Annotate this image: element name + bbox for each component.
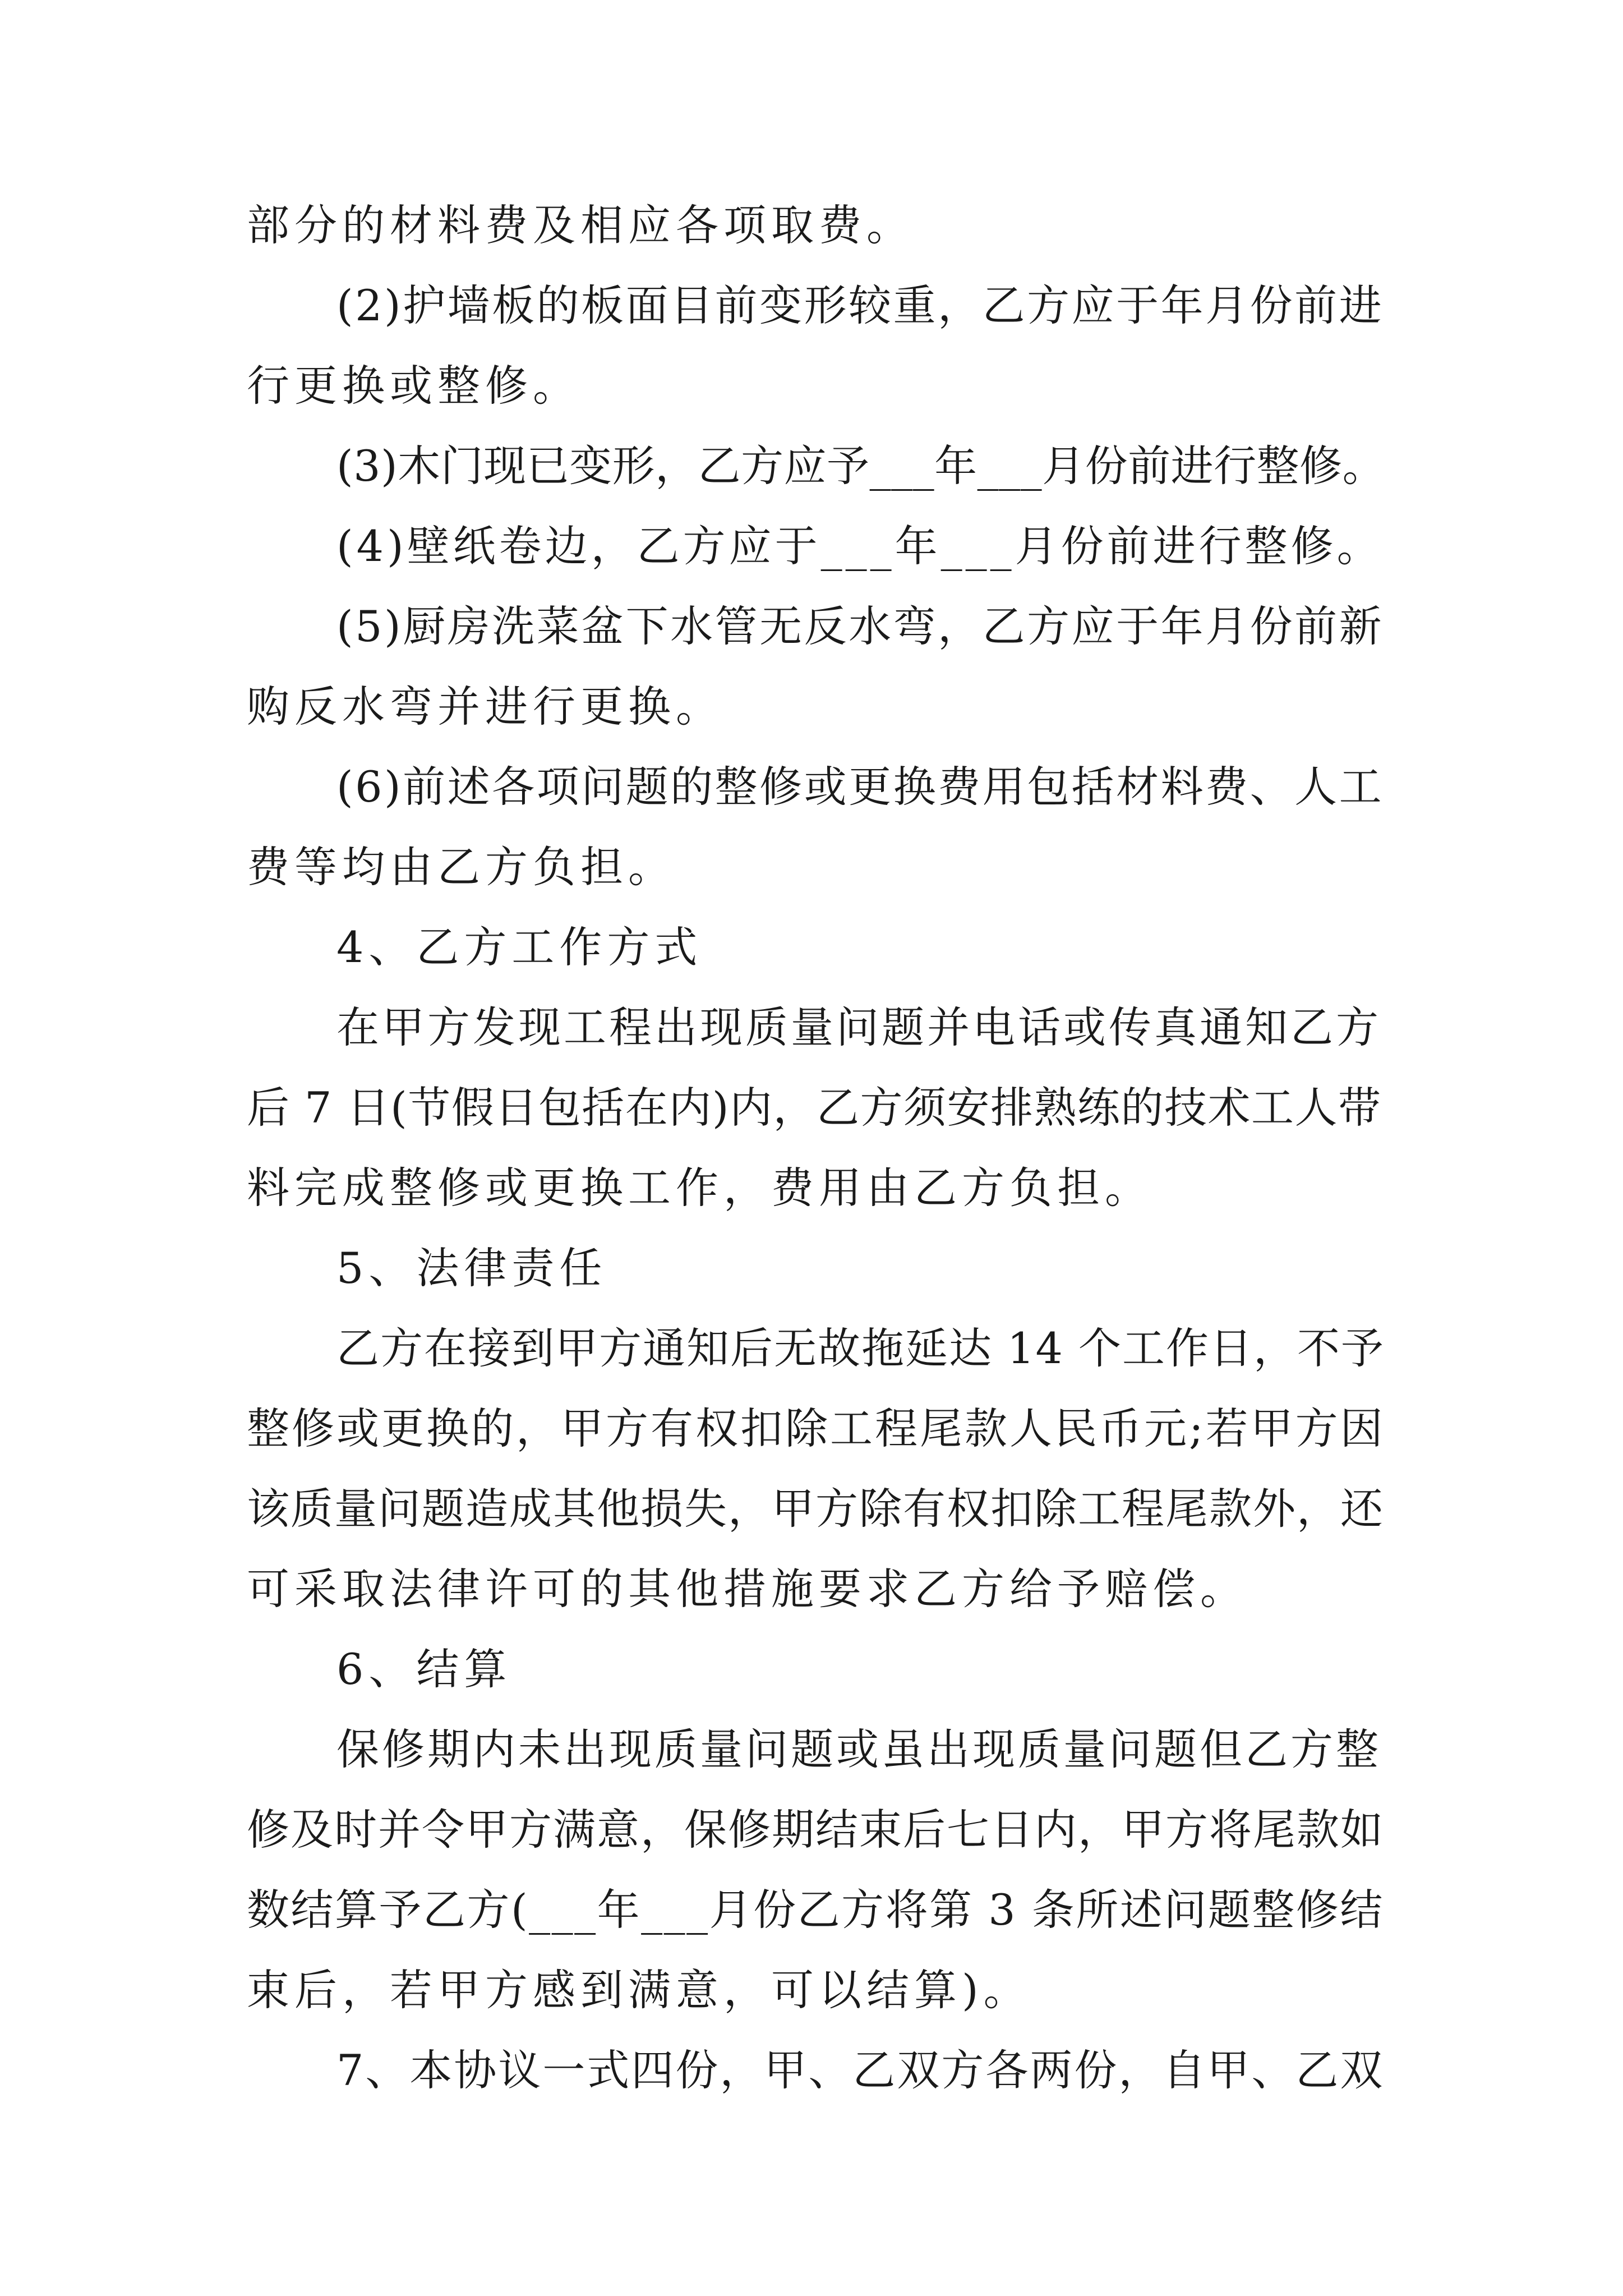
text-line: (4)壁纸卷边，乙方应于___年___月份前进行整修。 bbox=[336, 521, 1383, 571]
text-line: 修及时并令甲方满意，保修期结束后七日内，甲方将尾款如 bbox=[247, 1805, 1384, 1855]
text-line: 料完成整修或更换工作，费用由乙方负担。 bbox=[247, 1163, 1152, 1213]
text-line: 可采取法律许可的其他措施要求乙方给予赔偿。 bbox=[247, 1564, 1248, 1614]
text-line: (6)前述各项问题的整修或更换费用包括材料费、人工 bbox=[336, 762, 1384, 812]
text-line: 7、本协议一式四份，甲、乙双方各两份，自甲、乙双 bbox=[336, 2045, 1385, 2095]
text-line: 费等均由乙方负担。 bbox=[247, 842, 676, 892]
text-line: 购反水弯并进行更换。 bbox=[247, 682, 723, 731]
text-line: 该质量问题造成其他损失，甲方除有权扣除工程尾款外，还 bbox=[247, 1484, 1384, 1534]
text-line: 部分的材料费及相应各项取费。 bbox=[247, 200, 914, 250]
section-heading: 6、结算 bbox=[336, 1644, 512, 1694]
text-line: (3)木门现已变形，乙方应予___年___月份前进行整修。 bbox=[336, 441, 1386, 491]
text-line: 行更换或整修。 bbox=[247, 361, 580, 411]
section-heading: 4、乙方工作方式 bbox=[336, 922, 703, 972]
text-line: 后 7 日(节假日包括在内)内，乙方须安排熟练的技术工人带 bbox=[247, 1083, 1382, 1133]
text-line: 数结算予乙方(___年___月份乙方将第 3 条所述问题整修结 bbox=[247, 1885, 1384, 1935]
text-line: 在甲方发现工程出现质量问题并电话或传真通知乙方 bbox=[336, 1002, 1381, 1052]
text-line: 束后，若甲方感到满意，可以结算)。 bbox=[247, 1965, 1031, 2015]
text-line: (2)护墙板的板面目前变形较重，乙方应于年月份前进 bbox=[336, 280, 1384, 330]
text-line: 整修或更换的，甲方有权扣除工程尾款人民币元;若甲方因 bbox=[247, 1404, 1385, 1453]
text-line: (5)厨房洗菜盆下水管无反水弯，乙方应于年月份前新 bbox=[336, 601, 1384, 651]
text-line: 保修期内未出现质量问题或虽出现质量问题但乙方整 bbox=[336, 1724, 1381, 1774]
section-heading: 5、法律责任 bbox=[336, 1243, 607, 1293]
text-line: 乙方在接到甲方通知后无故拖延达 14 个工作日，不予 bbox=[336, 1323, 1385, 1373]
